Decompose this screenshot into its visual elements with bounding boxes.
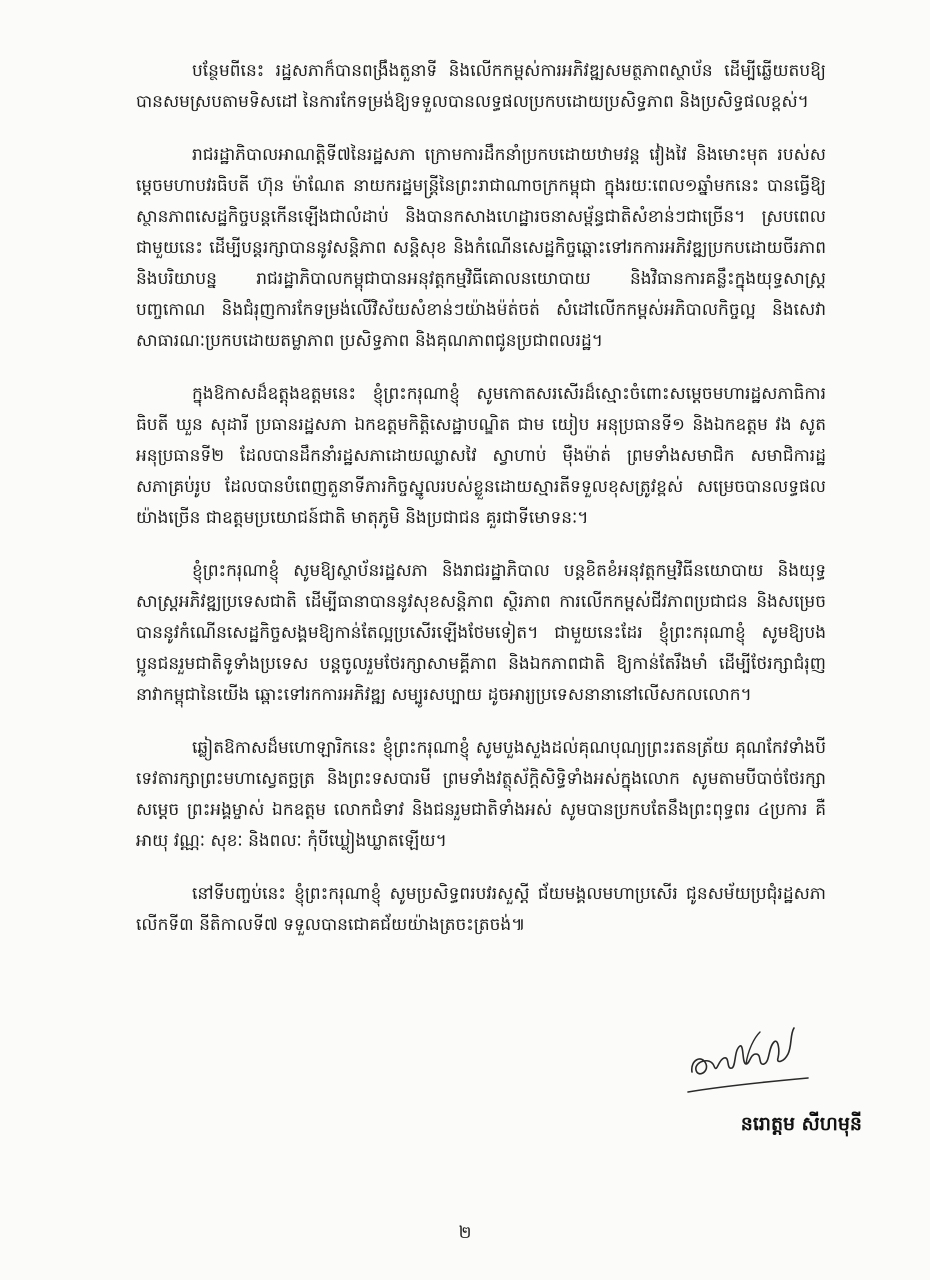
page-number: ២ (458, 1223, 472, 1243)
paragraph-4: ខ្ញុំព្រះករុណាខ្ញុំ សូមឱ្យស្ថាប័នរដ្ឋសភា និងរាជរដ្ឋាភិបាល បន្តខិតខំអនុវត្តកម្មវិធីនយោបាយ និងយុទ្ធសាស្ត្រអភិវឌ្ឍប្រទេសជាតិ ដើម្បីធានាបាននូវសុខសន្តិភាព ស្ថិរភាព ការលើកកម្ពស់ជីវភាពប្រជាជន និងសម្រេចបាននូវកំណើនសេដ្ឋកិច្ចសង្គមឱ្យកាន់តែល្អប្រសើរឡើងថែមទៀត។ ជាមួយនេះដែរ ខ្ញុំព្រះករុណាខ្ញុំ សូមឱ្យបងប្អូនជនរួមជាតិទូទាំងប្រទេស បន្តចូលរួមថែរក្សាសាមគ្គីភាព និងឯកភាពជាតិ ឱ្យកាន់តែរឹងមាំ ដើម្បីថែរក្សាជំរុញនាវាកម្ពុជានៃយើង ឆ្ពោះទៅរកការអភិវឌ្ឍ សម្បូរសប្បាយ ដូចអារ្យប្រទេសនានានៅលើសកលលោក។ (136, 561, 826, 705)
paragraph-3: ក្នុងឱកាសដ៏ឧត្តុងឧត្តមនេះ ខ្ញុំព្រះករុណាខ្ញុំ សូមកោតសរសើរដ៏ស្មោះចំពោះសម្តេចមហារដ្ឋសភាធិការធិបតី ឃួន សុដារី ប្រធានរដ្ឋសភា ឯកឧត្តមកិត្តិសេដ្ឋាបណ្ឌិត ជាម យៀប អនុប្រធានទី១ និងឯកឧត្តម វង សូត អនុប្រធានទី២ ដែលបានដឹកនាំរដ្ឋសភាដោយឈ្លាសវៃ ស្វាហាប់ ម៉ឺងម៉ាត់ ព្រមទាំងសមាជិក សមាជិការដ្ឋសភាគ្រប់រូប ដែលបានបំពេញតួនាទីភារកិច្ចស្នូលរបស់ខ្លួនដោយស្មារតីទទួលខុសត្រូវខ្ពស់ សម្រេចបានលទ្ធផលយ៉ាងច្រើន ជាឧត្តមប្រយោជន៍ជាតិ មាតុភូមិ និងប្រជាជន គួរជាទីមោទនៈ។ (136, 384, 826, 528)
paragraph-6: នៅទីបញ្ចប់នេះ ខ្ញុំព្រះករុណាខ្ញុំ សូមប្រសិទ្ធពរបវរសួស្តី ជ័យមង្គលមហាប្រសើរ ជូនសម័យប្រជុំរដ្ឋសភាលើកទី៣ នីតិកាលទី៧ ទទួលបានជោគជ័យយ៉ាងត្រចះត្រចង់៕ (136, 884, 826, 935)
paragraph-5: ឆ្លៀតឱកាសដ៏មហោឡារិកនេះ ខ្ញុំព្រះករុណាខ្ញុំ សូមបួងសួងដល់គុណបុណ្យព្រះរតនត្រ័យ គុណកែវទាំងបី ទេវតារក្សាព្រះមហាស្វេតច្ឆត្រ និងព្រះទសបារមី ព្រមទាំងវត្ថុស័ក្តិសិទ្ធិទាំងអស់ក្នុងលោក សូមតាមបីបាច់ថែរក្សា សម្តេច ព្រះអង្គម្ចាស់ ឯកឧត្តម លោកជំទាវ និងជនរួមជាតិទាំងអស់ សូមបានប្រកបតែនឹងព្រះពុទ្ធពរ ៤ប្រការ គឺអាយុ វណ្ណៈ សុខៈ និងពលៈ កុំបីឃ្លៀងឃ្លាតឡើយ។ (136, 738, 826, 851)
handwritten-signature (684, 1020, 814, 1100)
paragraph-1: បន្ថែមពីនេះ រដ្ឋសភាក៏បានពង្រឹងតួនាទី និងលើកកម្ពស់ការអភិវឌ្ឍសមត្ថភាពស្ថាប័ន ដើម្បីឆ្លើយតបឱ្យបានសមស្របតាមទិសដៅ នៃការកែទម្រង់ឱ្យទទួលបានលទ្ធផលប្រកបដោយប្រសិទ្ធភាព និងប្រសិទ្ធផលខ្ពស់។ (136, 61, 826, 112)
paragraph-2: រាជរដ្ឋាភិបាលអាណត្តិទី៧នៃរដ្ឋសភា ក្រោមការដឹកនាំប្រកបដោយឋាមវន្ត វៀងវៃ និងមោះមុត របស់សម្តេចមហាបវរធិបតី ហ៊ុន ម៉ាណែត នាយករដ្ឋមន្ត្រីនៃព្រះរាជាណាចក្រកម្ពុជា ក្នុងរយៈពេល១ឆ្នាំមកនេះ បានធ្វើឱ្យស្ថានភាពសេដ្ឋកិច្ចបន្តកើនឡើងជាលំដាប់ និងបានកសាងហេដ្ឋារចនាសម្ព័ន្ធជាតិសំខាន់ៗជាច្រើន។ ស្របពេលជាមួយនេះ ដើម្បីបន្តរក្សាបាននូវសន្តិភាព សន្តិសុខ និងកំណើនសេដ្ឋកិច្ចឆ្ពោះទៅរកការអភិវឌ្ឍប្រកបដោយចីរភាព និងបរិយាបន្ន រាជរដ្ឋាភិបាលកម្ពុជាបានអនុវត្តកម្មវិធីគោលនយោបាយ និងវិធានការគន្លឹះក្នុងយុទ្ធសាស្ត្របញ្ចកោណ និងជំរុញការកែទម្រង់លើវិស័យសំខាន់ៗយ៉ាងម៉ត់ចត់ សំដៅលើកកម្ពស់អភិបាលកិច្ចល្អ និងសេវាសាធារណៈប្រកបដោយតម្លាភាព ប្រសិទ្ធភាព និងគុណភាពជូនប្រជាពលរដ្ឋ។ (136, 145, 826, 351)
letter-body (136, 56, 826, 961)
signer-name: នរោត្តម សីហមុនី (740, 1113, 862, 1135)
